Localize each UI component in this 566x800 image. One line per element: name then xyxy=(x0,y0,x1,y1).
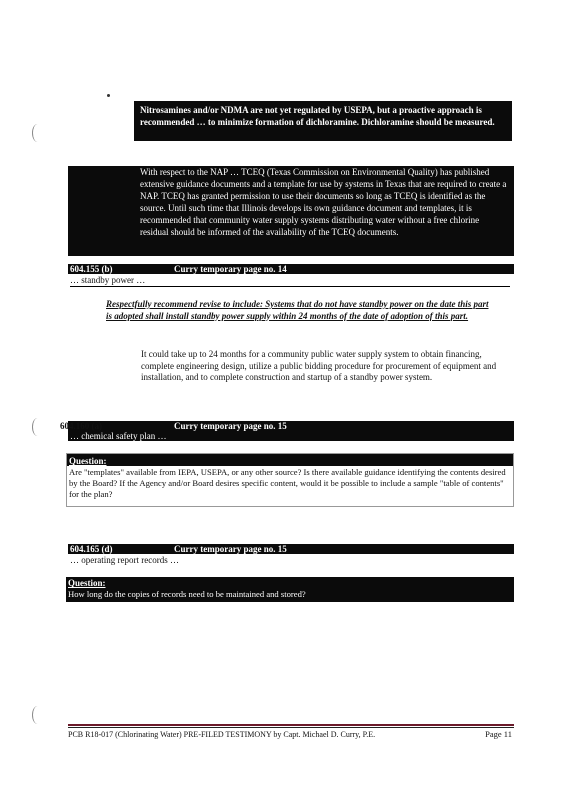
section-subject-bar xyxy=(68,431,514,441)
justification-paragraph: It could take up to 24 months for a community public water supply system to obtain financing, complete engineering design, utilize a public bidding procedure for procurement of equipment and installation, and to complete construction and startup of a standby power system. xyxy=(141,349,497,382)
section-number: 604.165 (d) xyxy=(70,544,113,554)
question-text: Are "templates" available from IEPA, USEPA, or any other source? Is there available guidance identifying the contents desired by the Board? If the Agency and/or Board desires specific content, would it be possible to include a sample "table of contents" for the plan? xyxy=(69,467,506,499)
section-subject: … chemical safety plan … xyxy=(70,431,167,441)
punch-hole-mark-bottom xyxy=(32,706,43,724)
section-number: 604.155 (b) xyxy=(70,264,113,274)
footer-rule-top xyxy=(68,724,514,726)
section-bar-604-160 xyxy=(60,421,514,431)
section-bar-604-155 xyxy=(68,264,514,274)
section-page-ref: Curry temporary page no. 15 xyxy=(174,544,287,554)
section-number: 604.160 (a) xyxy=(60,421,102,431)
nitrosamines-block: Nitrosamines and/or NDMA are not yet regulated by USEPA, but a proactive approach is recommended … to minimize formation of dichloramine. Dichloramine should be measured. xyxy=(134,101,512,141)
recommendation-text: Respectfully recommend revise to include: Systems that do not have standby power on the date this part is adopted shall install standby power supply within 24 months of the date of adoption of this part. xyxy=(106,299,489,321)
question-heading: Question: xyxy=(67,454,513,466)
punch-hole-mark-top xyxy=(32,124,43,142)
punch-hole-mark-middle xyxy=(32,418,43,436)
question-text: How long do the copies of records need to be maintained and stored? xyxy=(66,589,514,602)
footer-rule-thin xyxy=(68,727,514,728)
speck xyxy=(107,94,110,97)
question-box-2 xyxy=(66,577,514,603)
section-subject: … standby power … xyxy=(70,275,510,287)
section-page-ref: Curry temporary page no. 15 xyxy=(174,421,287,431)
section-page-ref: Curry temporary page no. 14 xyxy=(174,264,287,274)
section-bar-604-165 xyxy=(68,544,514,554)
question-heading: Question: xyxy=(66,577,514,589)
section-subject: … operating report records … xyxy=(70,555,179,565)
page-number: Page 11 xyxy=(485,729,512,739)
nap-tceq-block: With respect to the NAP … TCEQ (Texas Commission on Environmental Quality) has published extensive guidance documents and a template for use by systems in Texas that are required to create a NAP. TCEQ has granted permission to use their documents so long as TCEQ is identified as the source. Until such time that Illinois develops its own guidance document and templates, it is recommended that community water supply systems distributing water without a free chlorine residual should be informed of the availability of the TCEQ documents. xyxy=(68,166,514,256)
question-box xyxy=(66,453,514,507)
footer-text: PCB R18-017 (Chlorinating Water) PRE-FILED TESTIMONY by Capt. Michael D. Curry, P.E. xyxy=(68,730,376,739)
